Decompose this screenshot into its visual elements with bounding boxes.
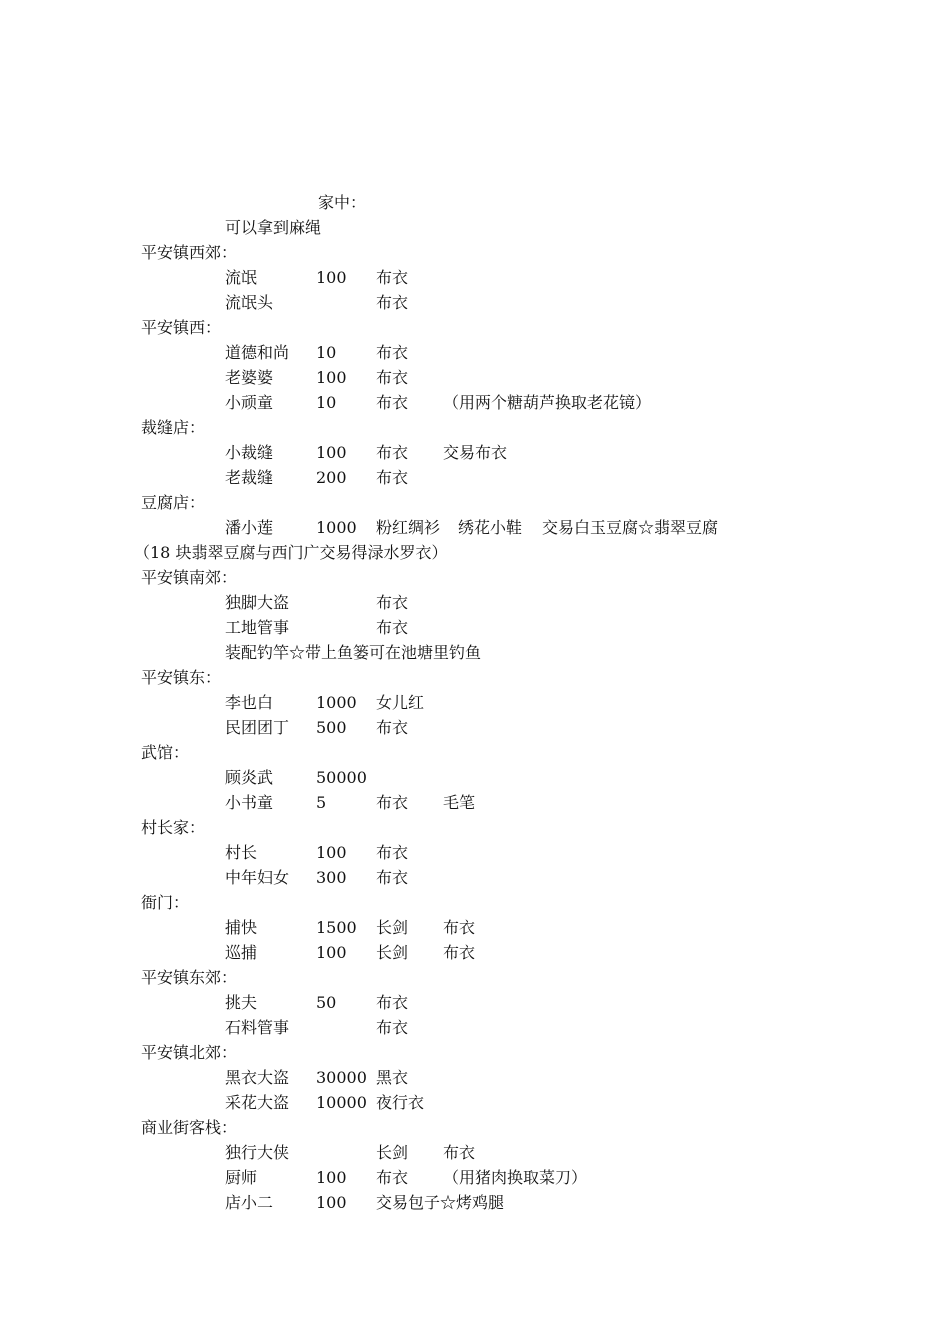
npc-item: 布衣 [376, 343, 409, 362]
npc-value: 100 [316, 843, 347, 862]
npc-value: 1000 [316, 518, 357, 537]
section-heading-line [0, 1040, 950, 1065]
npc-item: 长剑 [376, 1143, 409, 1162]
home-heading: 家中： [318, 193, 367, 212]
npc-row [0, 940, 950, 965]
npc-row [0, 390, 950, 415]
section-heading-line [0, 665, 950, 690]
section-heading-line [0, 415, 950, 440]
npc-row [0, 365, 950, 390]
npc-value: 100 [316, 443, 347, 462]
npc-name: 流氓 [225, 268, 258, 287]
npc-row [0, 690, 950, 715]
npc-value: 100 [316, 943, 347, 962]
npc-value: 1000 [316, 693, 357, 712]
npc-row [0, 1140, 950, 1165]
npc-item: 布衣 [376, 843, 409, 862]
npc-item: 布衣 [376, 268, 409, 287]
npc-row [0, 1190, 950, 1215]
section-heading: 平安镇东郊： [141, 968, 238, 987]
npc-item: 布衣 [376, 443, 409, 462]
npc-item: 布衣 [376, 293, 409, 312]
npc-item: 布衣 [376, 718, 409, 737]
npc-row [0, 515, 950, 540]
npc-name: 工地管事 [225, 618, 290, 637]
section-heading-line [0, 815, 950, 840]
npc-row [0, 1165, 950, 1190]
npc-row [0, 290, 950, 315]
wide-note: （18 块翡翠豆腐与西门广交易得渌水罗衣） [134, 543, 448, 562]
npc-row [0, 340, 950, 365]
section-heading-line [0, 965, 950, 990]
npc-value: 100 [316, 368, 347, 387]
npc-value: 300 [316, 868, 347, 887]
npc-row [0, 915, 950, 940]
npc-item: 布衣 [376, 793, 409, 812]
wide-note-line [0, 540, 950, 565]
npc-value: 50000 [316, 768, 367, 787]
section-heading: 平安镇南郊： [141, 568, 238, 587]
npc-value: 100 [316, 268, 347, 287]
npc-row [0, 990, 950, 1015]
section-heading: 商业街客栈： [141, 1118, 238, 1137]
home-heading-line [0, 190, 950, 215]
npc-item: 绣花小鞋 [458, 518, 523, 537]
npc-row [0, 265, 950, 290]
npc-name: 李也白 [225, 693, 274, 712]
npc-name: 流氓头 [225, 293, 274, 312]
section-heading-line [0, 315, 950, 340]
section-heading: 平安镇北郊： [141, 1043, 238, 1062]
npc-name: 独行大侠 [225, 1143, 290, 1162]
section-heading: 平安镇东： [141, 668, 222, 687]
npc-item: 交易白玉豆腐☆翡翠豆腐 [542, 518, 719, 537]
npc-item: 布衣 [376, 1018, 409, 1037]
home-note-line [0, 215, 950, 240]
npc-row [0, 440, 950, 465]
npc-item: 长剑 [376, 918, 409, 937]
npc-item: 长剑 [376, 943, 409, 962]
npc-value: 30000 [316, 1068, 367, 1087]
npc-name: 小顽童 [225, 393, 274, 412]
npc-name: 采花大盗 [225, 1093, 290, 1112]
npc-item: 布衣 [443, 1143, 476, 1162]
npc-item: 黑衣 [376, 1068, 409, 1087]
section-heading-line [0, 565, 950, 590]
npc-item: 布衣 [376, 618, 409, 637]
npc-value: 10 [316, 343, 337, 362]
npc-name: 老裁缝 [225, 468, 274, 487]
npc-row [0, 590, 950, 615]
home-note: 可以拿到麻绳 [225, 218, 322, 237]
section-heading-line [0, 1115, 950, 1140]
section-heading-line [0, 490, 950, 515]
npc-row [0, 840, 950, 865]
npc-value: 1500 [316, 918, 357, 937]
npc-row [0, 615, 950, 640]
section-heading-line [0, 240, 950, 265]
npc-row [0, 790, 950, 815]
npc-name: 民团团丁 [225, 718, 290, 737]
npc-item: 粉红绸衫 [376, 518, 441, 537]
npc-item: 布衣 [376, 993, 409, 1012]
section-heading: 豆腐店： [141, 493, 206, 512]
npc-name: 村长 [225, 843, 258, 862]
section-heading-line [0, 890, 950, 915]
section-heading-line [0, 740, 950, 765]
npc-value: 500 [316, 718, 347, 737]
section-heading: 平安镇西： [141, 318, 222, 337]
npc-item: 交易包子☆烤鸡腿 [376, 1193, 505, 1212]
npc-name: 中年妇女 [225, 868, 290, 887]
npc-item: 布衣 [376, 468, 409, 487]
npc-item: 布衣 [443, 918, 476, 937]
npc-row [0, 765, 950, 790]
npc-item: 布衣 [443, 943, 476, 962]
npc-name: 挑夫 [225, 993, 258, 1012]
npc-row [0, 715, 950, 740]
npc-row [0, 1090, 950, 1115]
npc-item: 夜行衣 [376, 1093, 425, 1112]
npc-item: 布衣 [376, 368, 409, 387]
npc-name: 店小二 [225, 1193, 274, 1212]
npc-name: 厨师 [225, 1168, 258, 1187]
npc-item: 布衣 [376, 393, 409, 412]
section-heading: 平安镇西郊： [141, 243, 238, 262]
npc-name: 道德和尚 [225, 343, 290, 362]
npc-row [0, 1015, 950, 1040]
npc-name: 巡捕 [225, 943, 258, 962]
npc-item: 毛笔 [443, 793, 476, 812]
npc-name: 捕快 [225, 918, 258, 937]
npc-row [0, 1065, 950, 1090]
npc-value: 10 [316, 393, 337, 412]
npc-value: 100 [316, 1193, 347, 1212]
indent-note: 装配钓竿☆带上鱼篓可在池塘里钓鱼 [225, 643, 482, 662]
npc-value: 5 [316, 793, 327, 812]
npc-name: 潘小莲 [225, 518, 274, 537]
npc-value: 100 [316, 1168, 347, 1187]
npc-name: 小裁缝 [225, 443, 274, 462]
npc-item: 布衣 [376, 1168, 409, 1187]
npc-name: 老婆婆 [225, 368, 274, 387]
npc-name: 石料管事 [225, 1018, 290, 1037]
npc-item: 女儿红 [376, 693, 425, 712]
npc-name: 独脚大盗 [225, 593, 290, 612]
npc-name: 顾炎武 [225, 768, 274, 787]
npc-item: 布衣 [376, 868, 409, 887]
npc-value: 50 [316, 993, 337, 1012]
npc-name: 黑衣大盗 [225, 1068, 290, 1087]
section-heading: 裁缝店： [141, 418, 206, 437]
section-heading: 衙门： [141, 893, 190, 912]
npc-name: 小书童 [225, 793, 274, 812]
npc-row [0, 465, 950, 490]
section-heading: 村长家： [141, 818, 206, 837]
indent-note-line [0, 640, 950, 665]
npc-row [0, 865, 950, 890]
npc-value: 200 [316, 468, 347, 487]
section-heading: 武馆： [141, 743, 190, 762]
npc-note: （用两个糖葫芦换取老花镜） [443, 393, 652, 412]
npc-item: 布衣 [376, 593, 409, 612]
npc-note: （用猪肉换取菜刀） [443, 1168, 588, 1187]
npc-value: 10000 [316, 1093, 367, 1112]
npc-item: 交易布衣 [443, 443, 508, 462]
